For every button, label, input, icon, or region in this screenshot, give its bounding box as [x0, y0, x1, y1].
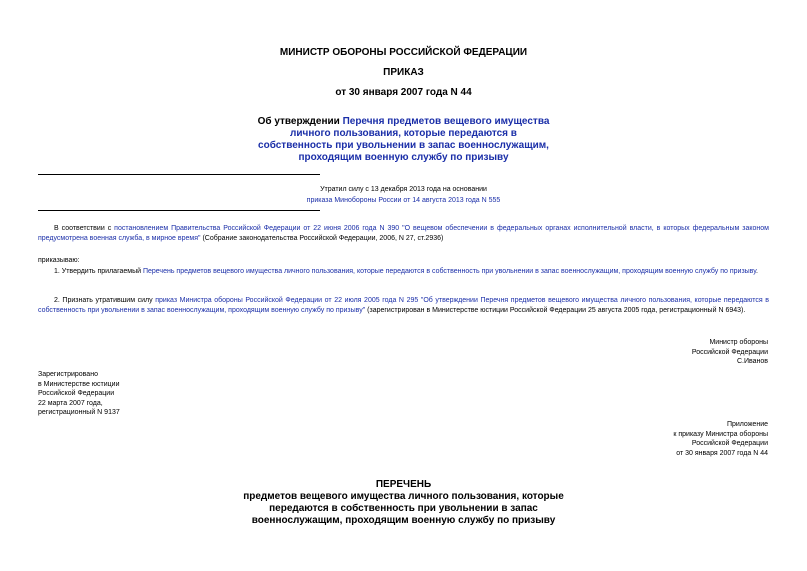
item-2-prefix: 2. Признать утратившим силу — [54, 297, 156, 304]
registration-line-5: регистрационный N 9137 — [38, 409, 120, 416]
signature-block — [560, 338, 768, 367]
order-item-2 — [38, 296, 769, 315]
preamble-paragraph — [38, 224, 769, 243]
preamble-prefix: В соответствии с — [54, 225, 115, 232]
item-1-suffix: . — [756, 268, 758, 275]
registration-line-4: 22 марта 2007 года, — [38, 399, 103, 407]
government-decree-link[interactable]: постановлением Правительства Российской Федерации от 22 июня 2006 года N 390 "О вещевом обеспечении в федеральных органах исполнительной власти, в которых федеральным законом предусмотрена военная служба, в мирное время" — [38, 225, 769, 242]
signature-position: Министр обороны — [709, 339, 768, 346]
divider-top — [38, 174, 320, 175]
appendix-line-1: Приложение — [726, 421, 768, 428]
registration-line-3: Российской Федерации — [38, 390, 115, 397]
status-note — [0, 185, 807, 206]
list-subheading: предметов вещевого имущества личного пользования, которые передаются в собственность при увольнении в запас военнослужащим, проходящим военную службу по призыву — [243, 491, 564, 526]
status-link[interactable]: приказа Минобороны России от 14 августа 2013 года N 555 — [306, 197, 501, 204]
order-item-1 — [38, 267, 769, 277]
repealed-order-link[interactable]: приказ Министра обороны Российской Федерации от 22 июля 2005 года N 295 "Об утверждении Перечня предметов вещевого имущества личного пользования, которые передаются в собственность при увольнении в запас военнослужащим, проходящим военную службу по призыву" — [38, 297, 769, 314]
signature-country: Российской Федерации — [691, 348, 768, 356]
signature-name: С.Иванов — [736, 358, 768, 365]
preamble-suffix: (Собрание законодательства Российской Федерации, 2006, N 27, ст.2936) — [200, 234, 444, 242]
appendix-line-3: Российской Федерации — [691, 440, 768, 447]
date-number-heading: от 30 января 2007 года N 44 — [335, 87, 472, 98]
status-line: Утратил силу с 13 декабря 2013 года на основании — [320, 186, 487, 193]
divider-bottom — [38, 210, 320, 211]
item-2-suffix: (зарегистрирован в Министерстве юстиции Российской Федерации 25 августа 2005 года, регистрационный N 6943). — [365, 306, 746, 314]
appendix-block — [560, 420, 768, 458]
title-prefix: Об утверждении — [257, 116, 343, 127]
registration-line-2: в Министерстве юстиции — [38, 380, 120, 388]
doc-type-heading: ПРИКАЗ — [383, 67, 424, 78]
title-link[interactable]: Перечня предметов вещевого имущества личного пользования, которые передаются в собственность при увольнении в запас военнослужащим, проходящим военную службу по призыву — [258, 116, 550, 163]
appendix-line-4: от 30 января 2007 года N 44 — [676, 449, 768, 457]
list-heading: ПЕРЕЧЕНЬ — [375, 479, 432, 490]
list-link[interactable]: Перечень предметов вещевого имущества личного пользования, которые передаются в собственность при увольнении в запас военнослужащим, проходящим военную службу по призыву — [142, 268, 757, 275]
appendix-line-2: к приказу Министра обороны — [673, 430, 768, 438]
registration-block — [38, 370, 238, 418]
item-1-prefix: 1. Утвердить прилагаемый — [54, 268, 143, 275]
order-word: приказываю: — [38, 257, 80, 264]
document-title — [253, 116, 554, 164]
ministry-heading: МИНИСТР ОБОРОНЫ РОССИЙСКОЙ ФЕДЕРАЦИИ — [279, 47, 528, 58]
registration-line-1: Зарегистрировано — [38, 371, 98, 378]
